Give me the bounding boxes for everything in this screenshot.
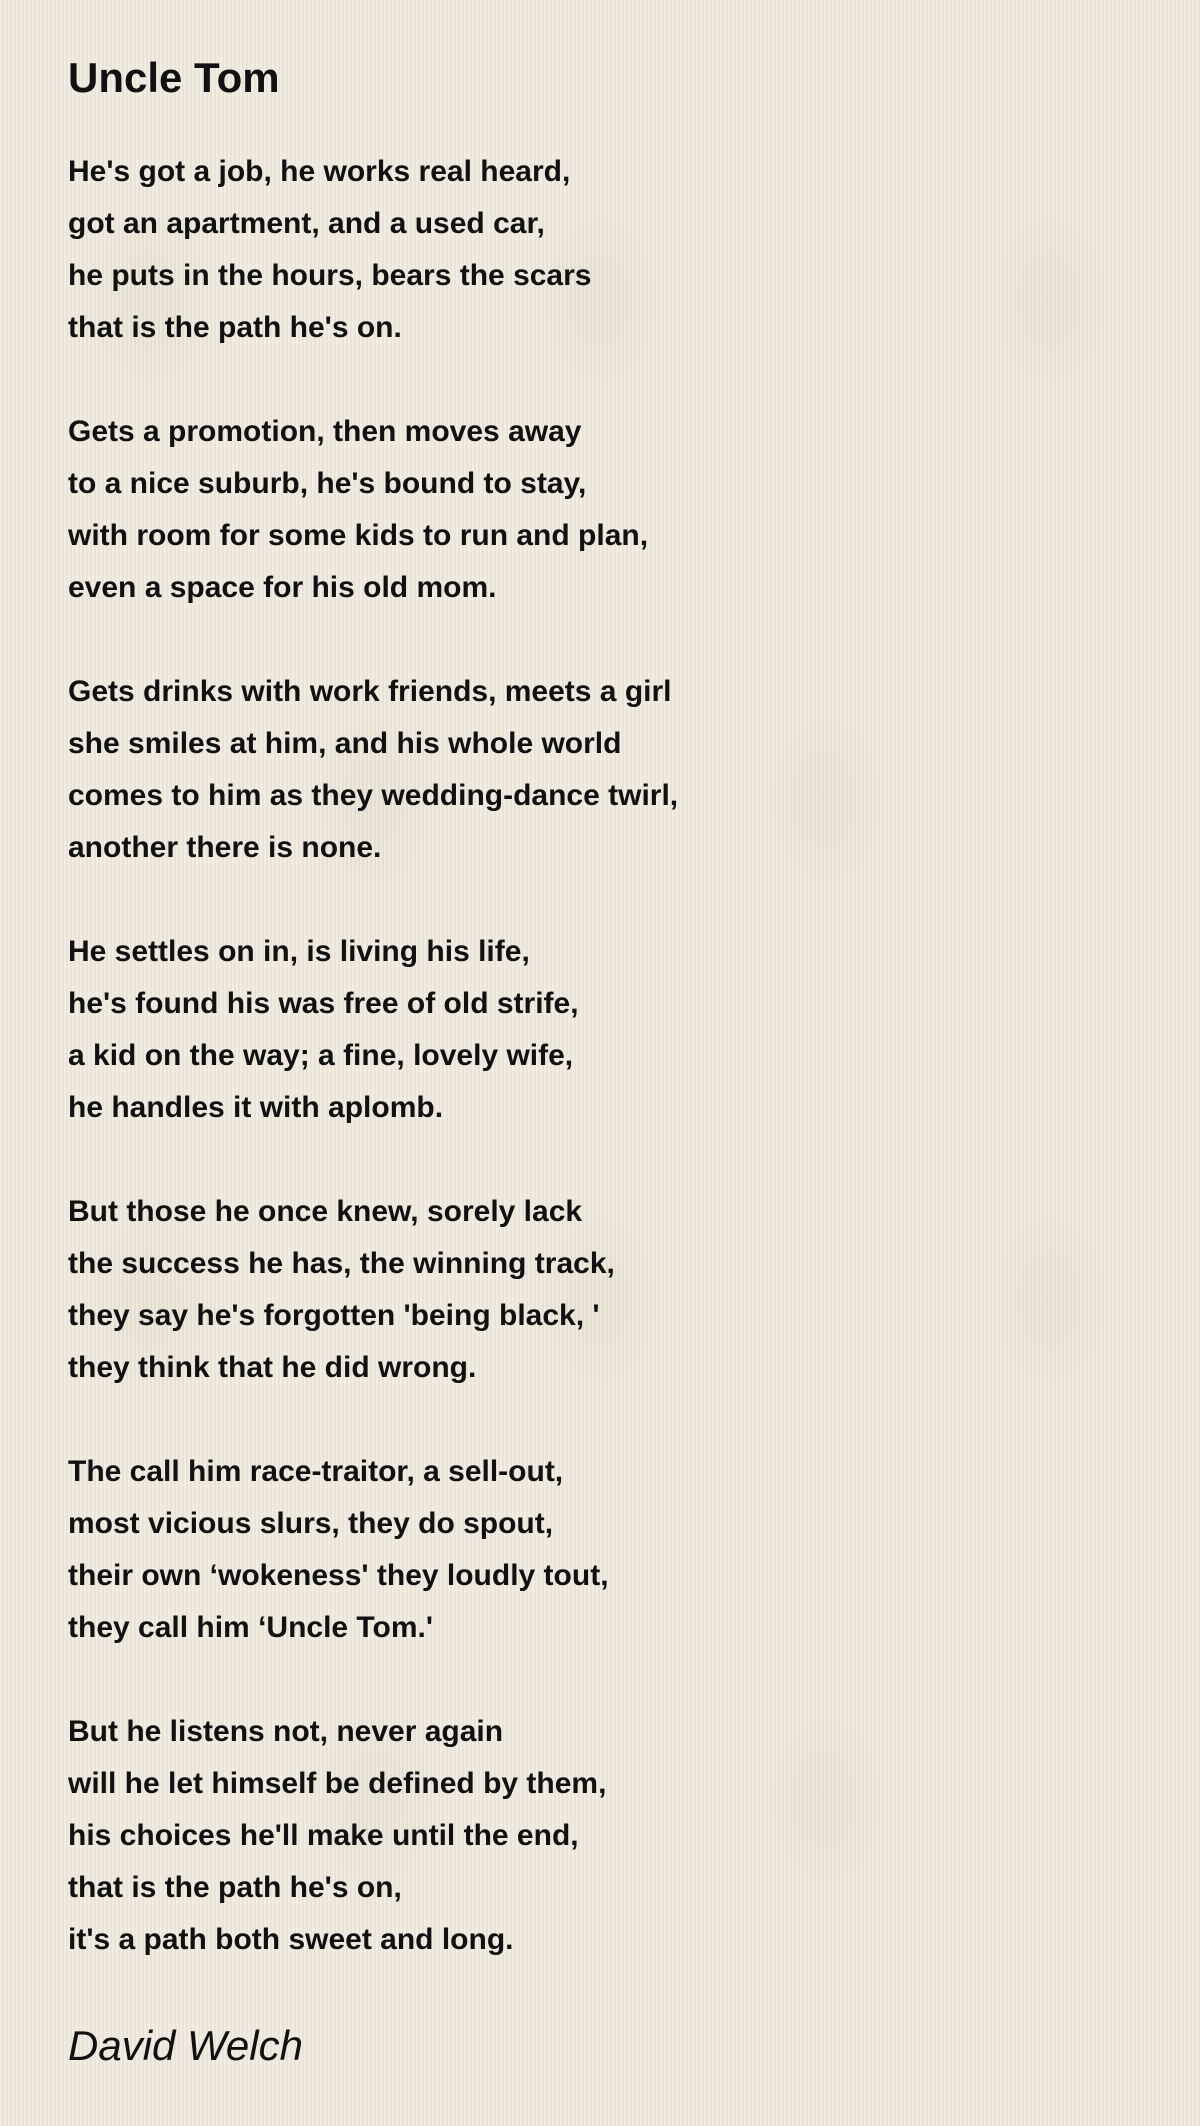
poem-title: Uncle Tom [68,54,280,101]
poem-line: it's a path both sweet and long. [68,1923,514,1956]
poem-line: even a space for his old mom. [68,571,497,604]
stanza-3 [68,666,1128,874]
poem-line: got an apartment, and a used car, [68,207,545,240]
poem-line: the success he has, the winning track, [68,1247,615,1280]
poem-line: they say he's forgotten 'being black, ' [68,1299,600,1332]
poem-line: that is the path he's on. [68,311,402,344]
stanza-2 [68,406,1128,614]
poem-line: that is the path he's on, [68,1871,402,1904]
poem-page [68,48,1128,2076]
poem-line: will he let himself be defined by them, [68,1767,607,1800]
poem-line: he handles it with aplomb. [68,1091,444,1124]
poem-line: He's got a job, he works real heard, [68,155,571,188]
poem-line: he puts in the hours, bears the scars [68,259,592,292]
poem-line: his choices he'll make until the end, [68,1819,579,1852]
stanza-5 [68,1186,1128,1394]
poem-line: she smiles at him, and his whole world [68,727,622,760]
stanza-6 [68,1446,1128,1654]
poem-line: he's found his was free of old strife, [68,987,579,1020]
stanza-7 [68,1706,1128,1966]
poem-line: with room for some kids to run and plan, [68,519,649,552]
poem-line: they think that he did wrong. [68,1351,477,1384]
poem-line: He settles on in, is living his life, [68,935,530,968]
poem-line: they call him ‘Uncle Tom.' [68,1611,433,1644]
poem-line: Gets drinks with work friends, meets a girl [68,675,672,708]
poem-line: their own ‘wokeness' they loudly tout, [68,1559,609,1592]
poem-line: The call him race-traitor, a sell-out, [68,1455,564,1488]
poem-author: David Welch [68,2022,303,2069]
poem-line: comes to him as they wedding-dance twirl, [68,779,679,812]
poem-line: another there is none. [68,831,382,864]
poem-line: Gets a promotion, then moves away [68,415,582,448]
poem-line: to a nice suburb, he's bound to stay, [68,467,587,500]
stanza-1 [68,146,1128,354]
poem-line: But he listens not, never again [68,1715,504,1748]
stanza-4 [68,926,1128,1134]
poem-line: a kid on the way; a fine, lovely wife, [68,1039,574,1072]
poem-line: most vicious slurs, they do spout, [68,1507,554,1540]
poem-line: But those he once knew, sorely lack [68,1195,583,1228]
